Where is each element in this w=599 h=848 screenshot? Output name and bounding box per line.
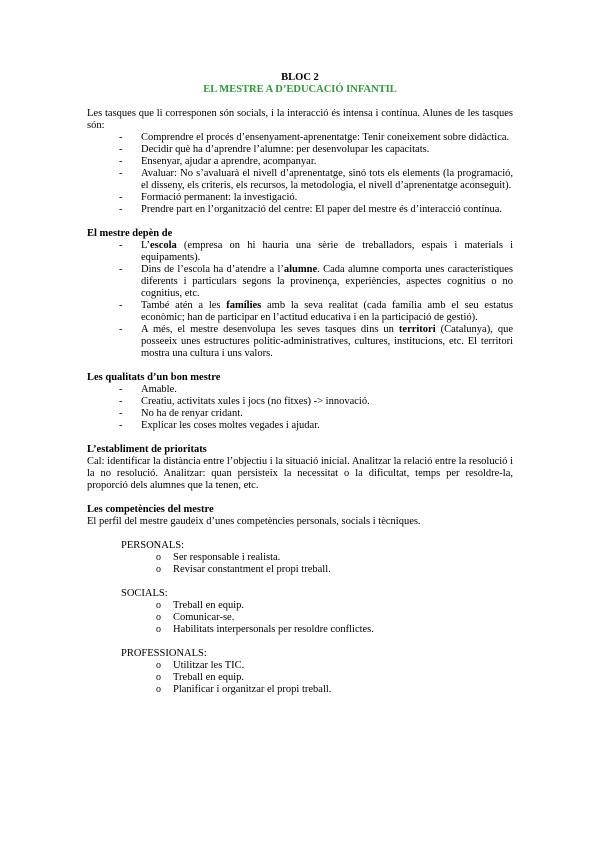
list-item: o Planificar i organitzar el propi treball. [156,684,332,695]
circle-bullet-icon: o [156,672,161,683]
circle-bullet-icon: o [156,660,161,671]
group-label: SOCIALS: [121,588,168,599]
group-list [121,660,513,696]
competences-intro: El perfil del mestre gaudeix d’unes competències personals, socials i tècniques. [87,516,421,527]
section-heading: Les competències del mestre [87,504,214,515]
depends-section [87,228,513,360]
priorities-section [87,444,513,492]
list-item: - Amable. [119,384,177,395]
list-item: - Decidir què ha d’aprendre l’alumne: per desenvolupar les capacitats. [119,144,430,155]
document-content [87,72,513,696]
list-item: - L’escola (empresa on hi hauria una sèrie de treballadors, espais i materials i equipaments). [119,240,513,263]
title-block [87,72,513,96]
section-heading: El mestre depèn de [87,228,173,239]
circle-bullet-icon: o [156,612,161,623]
section-heading: Les qualitats d’un bon mestre [87,372,221,383]
list-item: - Formació permanent: la investigació. [119,192,298,203]
list-item: o Revisar constantment el propi treball. [156,564,331,575]
list-item: - No ha de renyar cridant. [119,408,243,419]
group-list [121,600,513,636]
list-item: o Ser responsable i realista. [156,552,281,563]
intro-paragraph: Les tasques que li corresponen són socials, i la interacció és intensa i contínua. Alunes de les tasques són: [87,108,513,131]
list-item: - Creatiu, activitats xules i jocs (no fitxes) -> innovació. [119,396,370,407]
circle-bullet-icon: o [156,600,161,611]
group-label: PERSONALS: [121,540,185,551]
competences-section [87,504,513,696]
list-item: - També atén a les famílies amb la seva realitat (cada família amb el seu estatus econòmic; han de participar en l’actitud educativa i en la participació de gestió). [119,300,513,323]
section-heading: L’establiment de prioritats [87,444,207,455]
circle-bullet-icon: o [156,624,161,635]
group-label: PROFESSIONALS: [121,648,207,659]
list-item: - Prendre part en l’organització del centre: El paper del mestre és d’interacció contínua. [119,204,503,215]
list-item: - Ensenyar, ajudar a aprendre, acompanyar. [119,156,317,167]
tasks-list [87,132,513,216]
list-item: o Utilitzar les TIC. [156,660,245,671]
list-item: - Dins de l’escola ha d’atendre a l’alumne. Cada alumne comporta unes característiques diferents i particulars segons la provinença, experiències, aspectes cognitius o no cognitius, etc. [119,264,513,299]
list-item: o Treball en equip. [156,600,245,611]
list-item: o Comunicar-se. [156,612,235,623]
list-item: - A més, el mestre desenvolupa les seves tasques dins un territori (Catalunya), que posseeix unes estructures polític-administratives, cultures, institucions, etc. El territori mostra una cultura i uns valors. [119,324,513,359]
competence-group-socials [121,588,513,636]
list-item: o Treball en equip. [156,672,245,683]
circle-bullet-icon: o [156,552,161,563]
list-item: - Comprendre el procés d’ensenyament-aprenentatge: Tenir coneixement sobre didàctica. [119,132,510,143]
competence-group-professionals [121,648,513,696]
group-list [121,552,513,576]
list-item: o Habilitats interpersonals per resoldre conflictes. [156,624,374,635]
competence-group-personals [121,540,513,576]
circle-bullet-icon: o [156,684,161,695]
list-item: - Explicar les coses moltes vegades i ajudar. [119,420,320,431]
bloc-label: BLOC 2 [281,72,319,83]
qualities-section [87,372,513,432]
document-title: EL MESTRE A D’EDUCACIÓ INFANTIL [203,84,397,95]
priorities-paragraph: Cal: identificar la distància entre l’objectiu i la situació inicial. Analitzar la relació entre la resolució i la no resolució. Analitzar: quan persisteix la necessitat o la dificultat, temps per resoldre-la, proporció dels alumnes que la tenen, etc. [87,456,513,491]
qualities-list [87,384,513,432]
circle-bullet-icon: o [156,564,161,575]
depends-list [87,240,513,360]
list-item: - Avaluar: No s’avaluarà el nivell d’aprenentatge, sinó tots els elements (la programació, el disseny, els criteris, els recursos, la metodologia, el nivell d’aprenentatge aconseguit). [119,168,513,191]
